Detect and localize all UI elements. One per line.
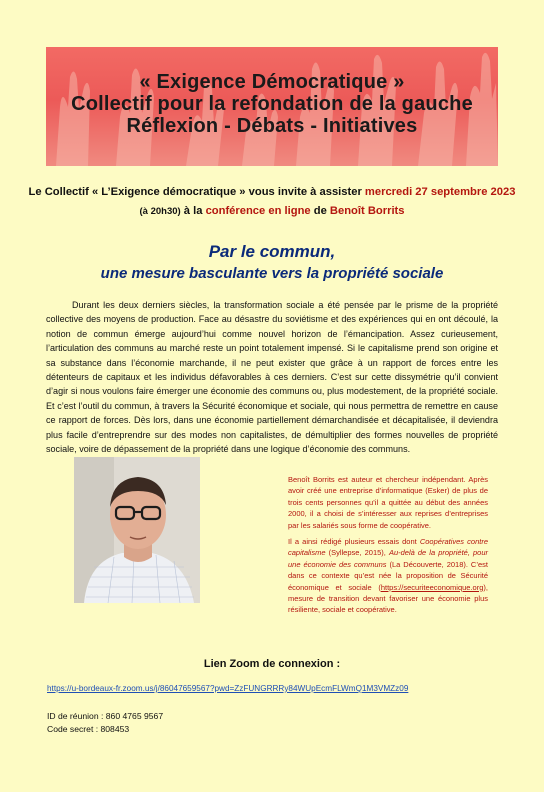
banner-tagline: Réflexion - Débats - Initiatives — [126, 115, 418, 137]
speaker-bio — [288, 474, 488, 621]
bio-text-b: (Syllepse, 2015), — [325, 548, 389, 558]
conference-label: conférence en ligne — [205, 205, 311, 217]
bio-paragraph-2 — [288, 536, 488, 616]
zoom-link[interactable]: https://u-bordeaux-fr.zoom.us/j/86047659567?pwd=ZzFUNGRRRy84WUpEcmFLWmQ1M3VMZz09 — [47, 684, 409, 693]
bio-text-c: (La Découverte, 2018). C’est dans ce contexte qu’est née la proposition de Sécurité économique et sociale ( — [288, 559, 489, 592]
banner-subtitle: Collectif pour la refondation de la gauche — [71, 93, 473, 115]
invitation-text-3: de — [310, 205, 330, 217]
zoom-heading: Lien Zoom de connexion : — [203, 658, 341, 670]
abstract-paragraph: Durant les deux derniers siècles, la transformation sociale a été pensée par le prisme de la propriété collective des moyens de production. Face au désastre du soviétisme et des expériences qui en ont découlé, la notion de commun émerge aujourd’hui comme nouvel horizon de l’émancipation. Assez curieusement, l’articulation des communs au marché reste un point totalement impensé. Si le capitalisme prend son origine et sa substance dans l’économie marchande, il ne peut exister que grâce à un rapport de forces entre les détenteurs de capitaux et les individus défavorables à ces derniers. C’est sur cette dissymétrie qu’il convient d’agir si nous voulons faire émerger une économie des communs ou, plus modestement, de la propriété sociale. Et c’est l’outil du commun, à travers la Sécurité économique et sociale, qui nous permettra de remettre en cause ce rapport de forces. Dès lors, dans une économie partiellement démarchandisée et décapitalisée, il deviendra plus facile d’entreprendre sur des modes non capitalistes, de démultiplier des formes nouvelles de propriété sociale, voire de dépassement de la propriété dans une logique d’économie des communs. — [46, 300, 498, 455]
book-title-2: Au-delà de la propriété, pour une économie des communs — [288, 548, 488, 569]
speaker-portrait-image — [74, 457, 200, 603]
securite-economique-link[interactable]: https://securiteeconomique.org — [380, 582, 484, 592]
bio-paragraph-1: Benoît Borrits est auteur et chercheur indépendant. Après avoir créé une entreprise d’informatique (Esker) de plus de trois cents personnes qu’il a quittée au début des années 2000, il a choisi de s’intéresser aux reprises d’entreprises par les salariés sous forme de coopérative. — [288, 475, 488, 530]
event-time: (à 20h30) — [139, 206, 181, 217]
bio-text-d: ), mesure de transition devant favoriser une économie plus résiliente, sociale et coopérative. — [288, 582, 488, 615]
invitation-line-2 — [0, 205, 544, 217]
header-banner — [46, 47, 498, 166]
abstract — [46, 298, 498, 456]
invitation-text-2: à la — [180, 205, 206, 217]
speaker-name: Benoît Borrits — [329, 205, 405, 217]
talk-title: Par le commun, — [208, 242, 336, 261]
bio-text-a: Il a ainsi rédigé plusieurs essais dont — [288, 537, 420, 547]
talk-subtitle: une mesure basculante vers la propriété sociale — [100, 265, 444, 282]
banner-title: « Exigence Démocratique » — [139, 71, 405, 93]
speaker-photo — [74, 457, 200, 603]
meeting-secret: Code secret : 808453 — [47, 724, 130, 734]
meeting-id: ID de réunion : 860 4765 9567 — [47, 711, 164, 721]
invitation-line-1 — [0, 186, 544, 198]
book-title-1: Coopératives contre capitalisme — [288, 537, 488, 558]
invitation-text: Le Collectif « L’Exigence démocratique » vous invite à assister — [28, 186, 365, 198]
event-date: mercredi 27 septembre 2023 — [364, 186, 516, 198]
